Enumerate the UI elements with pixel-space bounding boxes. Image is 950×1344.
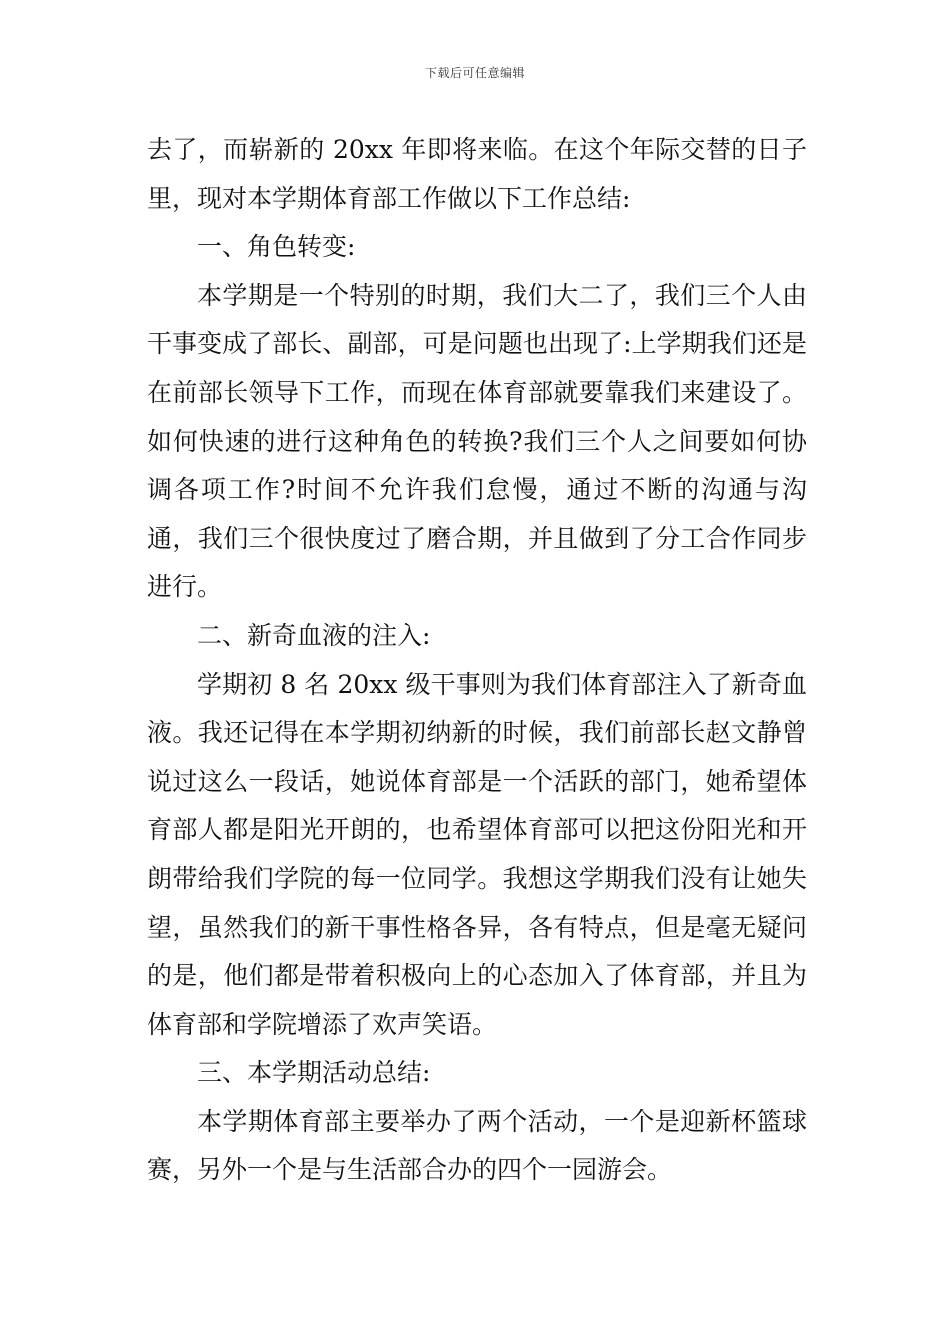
section-heading-role-change: 一、角色转变: — [197, 232, 356, 262]
paragraph-new-members: 学期初 8 名 20xx 级干事则为我们体育部注入了新奇血液。我还记得在本学期初纳新的时候，我们前部长赵文静曾说过这么一段话，她说体育部是一个活跃的部门，她希望体育部人都是阳光开朗的，也希望体育部可以把这份阳光和开朗带给我们学院的每一位同学。我想这学期我们没有让她失望，虽然我们的新干事性格各异，各有特点，但是毫无疑问的是，他们都是带着积极向上的心态加入了体育部，并且为体育部和学院增添了欢声笑语。 — [147, 669, 807, 1039]
paragraph-activity-summary: 本学期体育部主要举办了两个活动，一个是迎新杯篮球赛，另外一个是与生活部合办的四个一园游会。 — [147, 1106, 807, 1185]
paragraph-role-change: 本学期是一个特别的时期，我们大二了，我们三个人由干事变成了部长、副部，可是问题也出现了:上学期我们还是在前部长领导下工作，而现在体育部就要靠我们来建设了。如何快速的进行这种角色的转换?我们三个人之间要如何协调各项工作?时间不允许我们怠慢，通过不断的沟通与沟通，我们三个很快度过了磨合期，并且做到了分工合作同步进行。 — [147, 280, 807, 602]
section-heading-new-members: 二、新奇血液的注入: — [197, 620, 431, 650]
section-heading-activity-summary: 三、本学期活动总结: — [197, 1058, 431, 1088]
document-body — [147, 126, 807, 1195]
page-header: 下载后可任意编辑 — [424, 66, 525, 80]
paragraph-intro: 去了，而崭新的 20xx 年即将来临。在这个年际交替的日子里，现对本学期体育部工作做以下工作总结: — [147, 135, 807, 213]
